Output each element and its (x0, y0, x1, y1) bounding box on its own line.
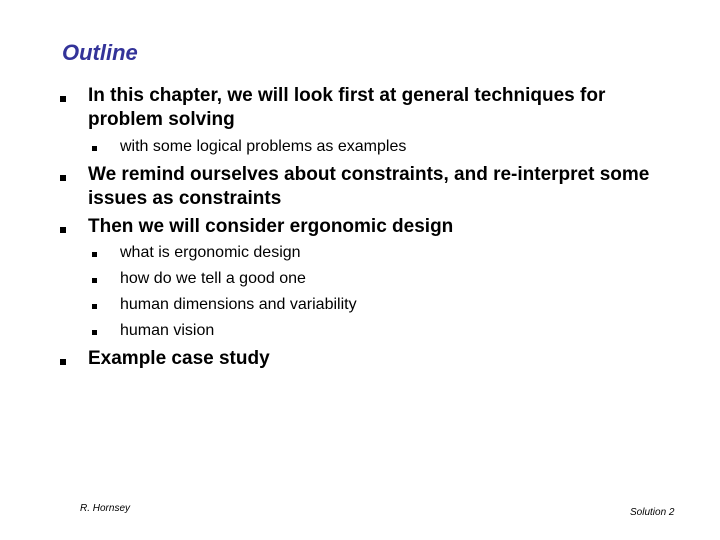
square-bullet-icon (60, 359, 66, 365)
slide-title: Outline (62, 40, 138, 65)
footer-slide-label: Solution 2 (630, 507, 675, 518)
sub-bullet-text: human vision (120, 322, 215, 339)
bullet-line: We remind ourselves about constraints, and re-interpret some (88, 164, 650, 185)
bullet-text (88, 84, 688, 132)
sub-bullet-text: human dimensions and variability (120, 296, 357, 313)
title-divider (62, 70, 682, 71)
bullet-text: Example case study (88, 348, 270, 369)
bullet-line: issues as constraints (88, 188, 282, 209)
square-bullet-icon (60, 175, 66, 181)
bullet-text (88, 163, 688, 211)
square-bullet-icon (92, 252, 97, 257)
footer-author: R. Hornsey (80, 503, 131, 514)
square-bullet-icon (92, 330, 97, 335)
square-bullet-icon (92, 278, 97, 283)
square-bullet-icon (60, 227, 66, 233)
bullet-line: In this chapter, we will look first at general techniques for (88, 85, 606, 106)
bullet-text: Then we will consider ergonomic design (88, 216, 454, 237)
bullet-line: problem solving (88, 109, 235, 130)
square-bullet-icon (92, 304, 97, 309)
square-bullet-icon (92, 146, 97, 151)
sub-bullet-text: with some logical problems as examples (120, 138, 407, 155)
sub-bullet-text: what is ergonomic design (120, 244, 301, 261)
square-bullet-icon (60, 96, 66, 102)
sub-bullet-text: how do we tell a good one (120, 270, 306, 287)
